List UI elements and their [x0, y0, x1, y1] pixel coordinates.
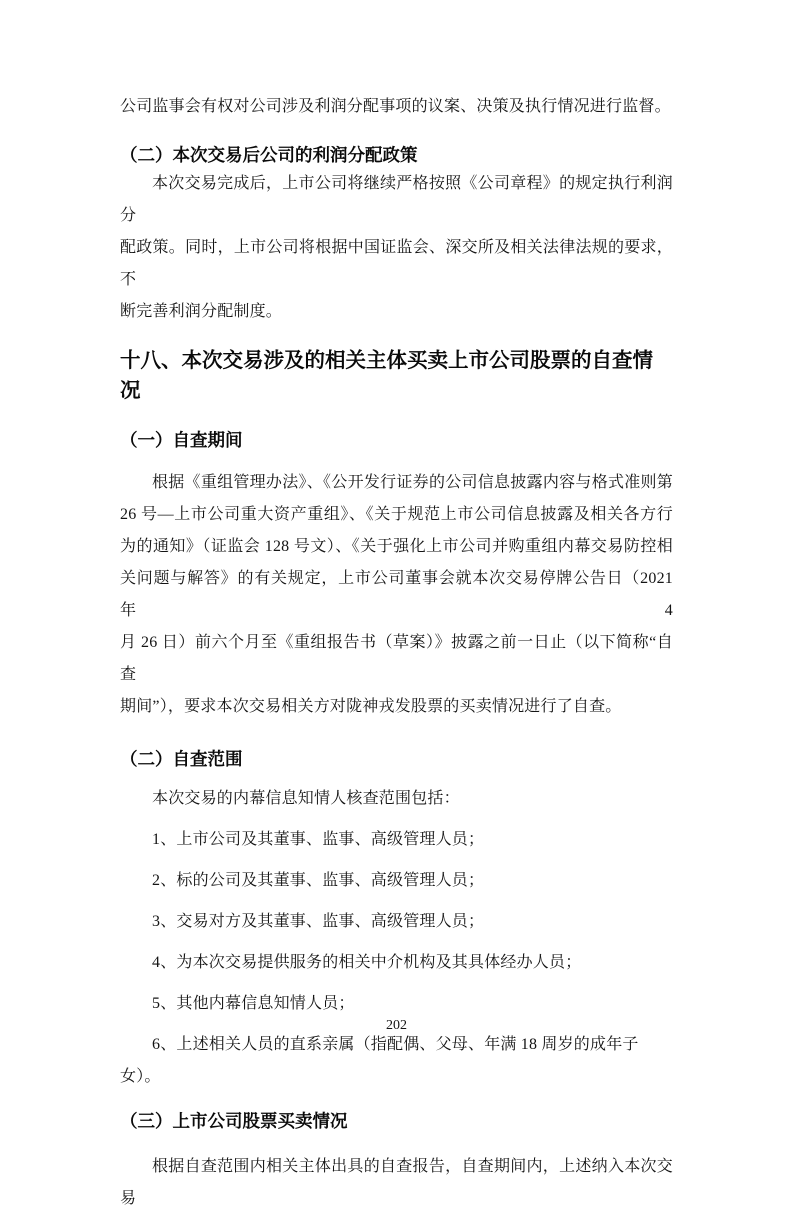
scope-intro-line: 本次交易的内幕信息知情人核查范围包括： [152, 790, 460, 807]
heading-self-inspection-scope: （二）自查范围 [120, 749, 243, 769]
heading-section-18: 十八、本次交易涉及的相关主体买卖上市公司股票的自查情况 [120, 349, 653, 402]
period-paragraph-line: 期间”），要求本次交易相关方对陇神戎发股票的买卖情况进行了自查。 [120, 698, 622, 715]
profit-policy-line: 本次交易完成后，上市公司将继续严格按照《公司章程》的规定执行利润分 [120, 175, 673, 224]
period-paragraph-line: 根据《重组管理办法》、《公开发行证券的公司信息披露内容与格式准则第 [152, 474, 673, 491]
scope-list-item: 6、上述相关人员的直系亲属（指配偶、父母、年满 18 周岁的成年子女）。 [120, 1036, 639, 1085]
self-inspection-period-paragraph [120, 467, 673, 723]
profit-policy-line: 配政策。同时，上市公司将根据中国证监会、深交所及相关法律法规的要求，不 [120, 239, 673, 288]
heading-profit-distribution-policy: （二）本次交易后公司的利润分配政策 [120, 145, 418, 165]
scope-list-item: 2、标的公司及其董事、监事、高级管理人员； [152, 872, 485, 889]
period-paragraph-line: 月 26 日）前六个月至《重组报告书（草案）》披露之前一日止（以下简称“自查 [120, 634, 673, 683]
scope-list-item: 1、上市公司及其董事、监事、高级管理人员； [152, 831, 485, 848]
scope-list-item: 4、为本次交易提供服务的相关中介机构及其具体经办人员； [152, 954, 582, 971]
profit-policy-line: 断完善利润分配制度。 [120, 303, 283, 320]
continuation-paragraph-line: 公司监事会有权对公司涉及利润分配事项的议案、决策及执行情况进行监督。 [120, 98, 671, 115]
heading-self-inspection-period: （一）自查期间 [120, 430, 243, 450]
scope-list-item: 5、其他内幕信息知情人员； [152, 995, 355, 1012]
scope-list-item: 3、交易对方及其董事、监事、高级管理人员； [152, 913, 485, 930]
period-paragraph-line: 关问题与解答》的有关规定，上市公司董事会就本次交易停牌公告日（2021 年 4 [120, 570, 673, 619]
page-number: 202 [386, 1018, 407, 1033]
profit-policy-paragraph [120, 168, 673, 328]
scope-list [120, 824, 673, 1093]
period-paragraph-line: 为的通知》（证监会 128 号文）、《关于强化上市公司并购重组内幕交易防控相 [120, 538, 673, 555]
stock-trading-paragraph-line: 根据自查范围内相关主体出具的自查报告，自查期间内，上述纳入本次交易 [120, 1158, 673, 1207]
heading-stock-trading: （三）上市公司股票买卖情况 [120, 1111, 348, 1131]
period-paragraph-line: 26 号—上市公司重大资产重组》、《关于规范上市公司信息披露及相关各方行 [120, 506, 673, 523]
